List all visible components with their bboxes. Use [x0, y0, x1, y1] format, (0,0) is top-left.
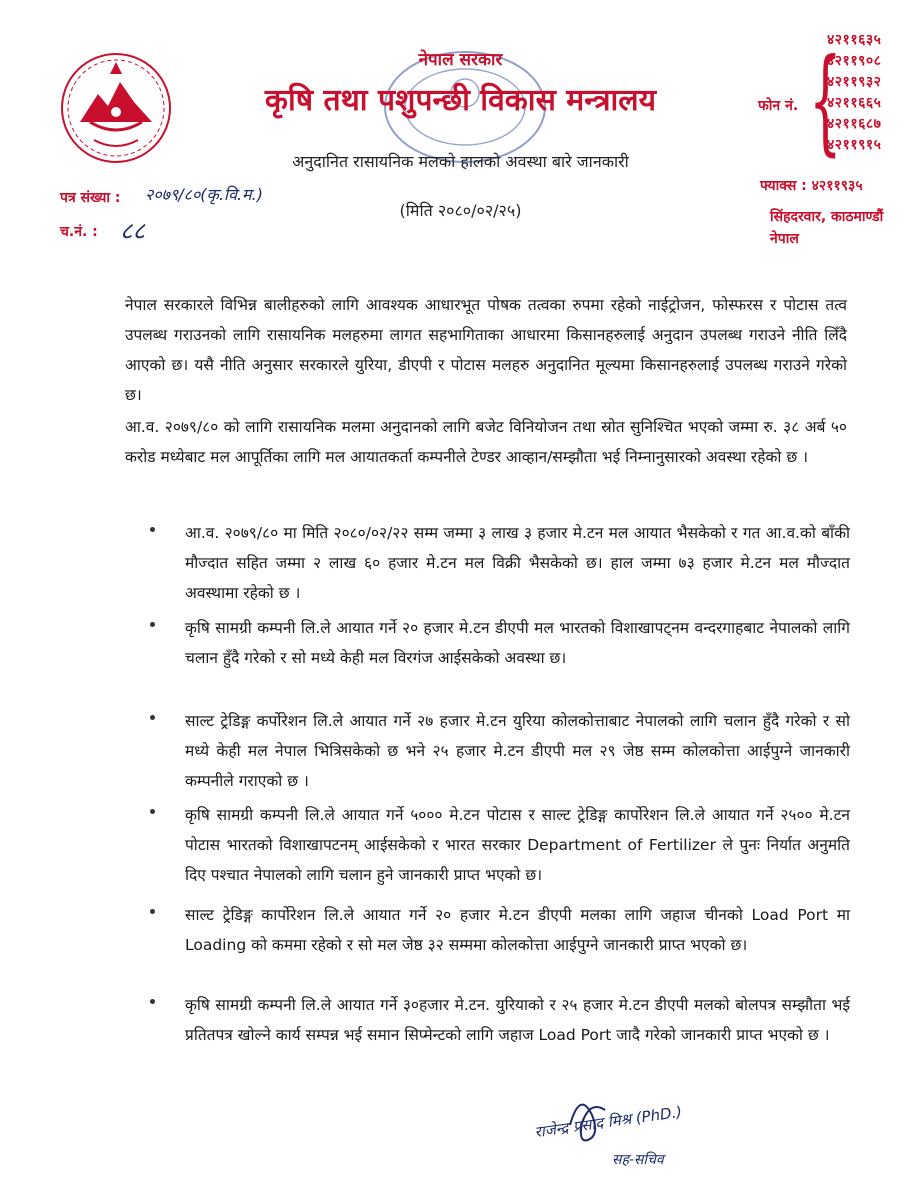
- phone-number: ४२११६३५: [827, 32, 882, 48]
- phone-number: ४२११९१५: [827, 137, 882, 153]
- paragraph-intro: नेपाल सरकारले विभिन्न बालीहरुको लागि आवश्यक आधारभूत पोषक तत्वका रुपमा रहेको नाईट्रोजन, फोस्फरस र पोटास तत्व उपलब्ध गराउनको लागि रासायनिक मलहरुमा लागत सहभागिताका आधारमा किसानहरुलाई अनुदान उपलब्ध गराउने नीति लिँदै आएको छ। यसै नीति अनुसार सरकारले युरिया, डीएपी र पोटास मलहरु अनुदानित मूल्यमा किसानहरुलाई उपलब्ध गराउने गरेको छ।: [125, 296, 847, 404]
- bullet-icon: [150, 622, 155, 627]
- list-item-text: आ.व. २०७९/८० मा मिति २०८०/०२/२२ सम्म जम्मा ३ लाख ३ हजार मे.टन मल आयात भैसकेको र गत आ.व.को बाँकी मौज्दात सहित जम्मा २ लाख ६० हजार मे.टन मल विक्री भैसकेको छ। हाल जम्मा ७३ हजार मे.टन मल मौज्दात अवस्थामा रहेको छ ।: [185, 524, 850, 602]
- phone-number: ४२११६८७: [827, 116, 882, 132]
- letter-no-label: पत्र संख्या :: [60, 190, 121, 206]
- brace-icon: {: [809, 34, 842, 167]
- letter-no-value: २०७९/८०(कृ.वि.म.): [145, 185, 263, 204]
- paragraph-budget: आ.व. २०७९/८० को लागि रासायनिक मलमा अनुदानको लागि बजेट विनियोजन तथा स्रोत सुनिश्चित भएको जम्मा रु. ३८ अर्ब ५० करोड मध्येबाट मल आपूर्तिका लागि मल आयातकर्ता कम्पनीले टेण्डर आव्हान/सम्झौता भई निम्नानुसारको अवस्था रहेको छ ।: [125, 418, 847, 466]
- list-item-text: साल्ट ट्रेडिङ्ग कर्पोरेशन लि.ले आयात गर्ने २७ हजार मे.टन युरिया कोलकोत्ताबाट नेपालको लागि चलान हुँदै गरेको र सो मध्ये केही मल नेपाल भित्रिसकेको छ भने २५ हजार मे.टन डीएपी मल २९ जेष्ठ सम्म कोलकोत्ता आईपुग्ने जानकारी कम्पनीले गराएको छ ।: [185, 712, 850, 790]
- date-line: (मिति २०८०/०२/२५): [399, 201, 522, 220]
- dispatch-no-label: च.नं. :: [60, 224, 98, 240]
- phone-number: ४२११६६५: [827, 95, 882, 111]
- bullet-icon: [150, 527, 155, 532]
- list-item-text: कृषि सामग्री कम्पनी लि.ले आयात गर्ने २० हजार मे.टन डीएपी मल भारतको विशाखापट्नम वन्दरगाहबाट नेपालको लागि चलान हुँदै गरेको र सो मध्ये केही मल विरगंज आईसकेको अवस्था छ।: [185, 619, 850, 667]
- fax-number: फ्याक्स : ४२११९३५: [760, 178, 863, 194]
- bullet-icon: [150, 909, 155, 914]
- government-title: नेपाल सरकार: [418, 50, 503, 70]
- ministry-title: कृषि तथा पशुपन्छी विकास मन्त्रालय: [264, 83, 657, 118]
- phone-label: फोन नं.: [758, 98, 799, 114]
- phone-number: ४२११९०८: [827, 53, 882, 69]
- bullet-icon: [150, 999, 155, 1004]
- bullet-icon: [150, 809, 155, 814]
- address-block: [770, 206, 883, 250]
- bullet-icon: [150, 715, 155, 720]
- list-item-text: कृषि सामग्री कम्पनी लि.ले आयात गर्ने ३०हजार मे.टन. युरियाको र २५ हजार मे.टन डीएपी मलको बोलपत्र सम्झौता भई प्रतितपत्र खोल्ने कार्य सम्पन्न भई समान सिप्मेन्टको लागि जहाज Load Port जादै गरेको जानकारी प्राप्त भएको छ ।: [185, 996, 850, 1044]
- signatory-name: राजेन्द्र प्रसाद मिश्र (PhD.): [533, 1102, 684, 1142]
- phone-number: ४२११९३२: [827, 74, 882, 90]
- dispatch-no-value: ८८: [120, 217, 145, 245]
- list-item-text: कृषि सामग्री कम्पनी लि.ले आयात गर्ने ५००० मे.टन पोटास र साल्ट ट्रेडिङ्ग कार्पोरेशन लि.ले आयात गर्ने २५०० मे.टन पोटास भारतको विशाखापटनम् आईसकेको र भारत सरकार Department of Fertilizer ले पुनः निर्यात अनुमति दिए पश्चात नेपालको लागि चलान हुने जानकारी प्राप्त भएको छ।: [185, 806, 850, 884]
- list-item-text: साल्ट ट्रेडिङ्ग कार्पोरेशन लि.ले आयात गर्ने २० हजार मे.टन डीएपी मलका लागि जहाज चीनको Load Port मा Loading को कममा रहेको र सो मल जेष्ठ ३२ सम्ममा कोलकोत्ता आईपुग्ने जानकारी प्राप्त भएको छ।: [185, 906, 850, 954]
- phone-list: [827, 30, 881, 156]
- signatory-title: सह-सचिव: [612, 1152, 664, 1168]
- address-line: सिंहदरवार, काठमाण्डौं: [770, 209, 884, 225]
- subject-line: अनुदानित रासायनिक मलको हालको अवस्था बारे जानकारी: [292, 152, 629, 171]
- address-line: नेपाल: [770, 231, 799, 247]
